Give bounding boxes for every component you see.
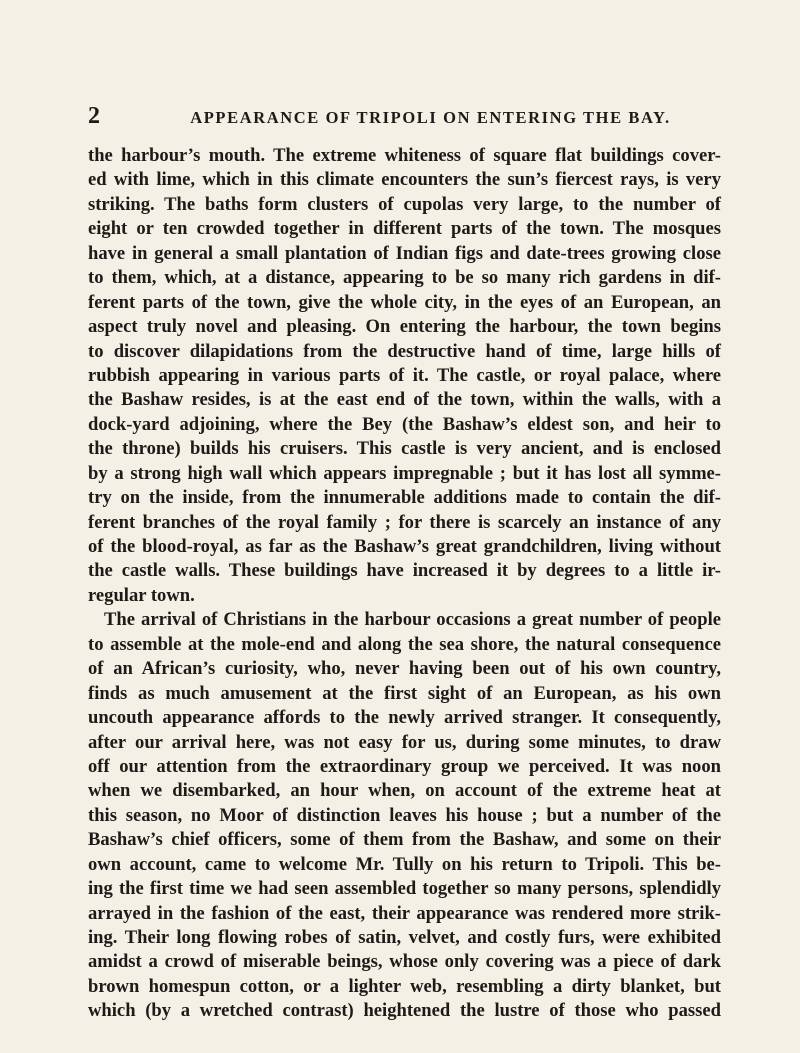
text-line: aspect truly novel and pleasing. On entering the harbour, the town begins xyxy=(88,316,721,338)
text-line: by a strong high wall which appears impregnable ; but it has lost all symme- xyxy=(88,462,721,484)
text-line: arrayed in the fashion of the east, their appearance was rendered more strik- xyxy=(88,902,721,924)
text-line: after our arrival here, was not easy for us, during some minutes, to draw xyxy=(88,731,721,753)
text-line: regular town. xyxy=(88,584,195,606)
text-line: dock-yard adjoining, where the Bey (the Bashaw’s eldest son, and heir to xyxy=(88,413,721,435)
text-line: uncouth appearance affords to the newly arrived stranger. It consequently, xyxy=(88,707,721,729)
body-text xyxy=(88,144,721,1024)
page-number: 2 xyxy=(88,103,101,129)
text-line: of an African’s curiosity, who, never having been out of his own country, xyxy=(88,658,721,680)
text-line: Bashaw’s chief officers, some of them from the Bashaw, and some on their xyxy=(88,829,721,851)
text-line: have in general a small plantation of Indian figs and date-trees growing close xyxy=(88,242,721,264)
text-line: ferent parts of the town, give the whole city, in the eyes of an European, an xyxy=(88,291,721,313)
text-line: The arrival of Christians in the harbour occasions a great number of people xyxy=(104,609,721,631)
text-line: striking. The baths form clusters of cupolas very large, to the number of xyxy=(88,193,721,215)
text-line: the throne) builds his cruisers. This castle is very ancient, and is enclosed xyxy=(88,438,721,460)
text-line: ferent branches of the royal family ; for there is scarcely an instance of any xyxy=(88,511,721,533)
text-line: rubbish appearing in various parts of it. The castle, or royal palace, where xyxy=(88,364,721,386)
text-line: brown homespun cotton, or a lighter web, resembling a dirty blanket, but xyxy=(88,975,721,997)
text-line: when we disembarked, an hour when, on account of the extreme heat at xyxy=(88,780,721,802)
text-line: to discover dilapidations from the destructive hand of time, large hills of xyxy=(88,340,721,362)
text-line: of the blood-royal, as far as the Bashaw’s great grandchildren, living without xyxy=(88,536,721,557)
text-line: try on the inside, from the innumerable additions made to contain the dif- xyxy=(88,487,721,509)
text-line: which (by a wretched contrast) heightened the lustre of those who passed xyxy=(88,1000,721,1022)
text-line: ed with lime, which in this climate encounters the sun’s fiercest rays, is very xyxy=(88,169,721,191)
text-line: finds as much amusement at the first sight of an European, as his own xyxy=(88,682,721,704)
text-line: to them, which, at a distance, appearing to be so many rich gardens in dif- xyxy=(88,267,721,289)
text-line: off our attention from the extraordinary group we perceived. It was noon xyxy=(88,755,721,777)
text-line: the harbour’s mouth. The extreme whiteness of square flat buildings cover- xyxy=(88,145,721,166)
text-line: to assemble at the mole-end and along the sea shore, the natural consequence xyxy=(88,633,721,655)
text-line: ing. Their long flowing robes of satin, velvet, and costly furs, were exhibited xyxy=(88,927,721,948)
text-line: the Bashaw resides, is at the east end of the town, within the walls, with a xyxy=(88,389,721,411)
text-line: eight or ten crowded together in different parts of the town. The mosques xyxy=(88,218,721,240)
text-line: amidst a crowd of miserable beings, whose only covering was a piece of dark xyxy=(88,951,721,973)
text-line: own account, came to welcome Mr. Tully on his return to Tripoli. This be- xyxy=(88,853,721,875)
text-line: ing the first time we had seen assembled together so many persons, splendidly xyxy=(88,878,721,900)
text-line: this season, no Moor of distinction leaves his house ; but a number of the xyxy=(88,804,721,826)
running-head-title: APPEARANCE OF TRIPOLI ON ENTERING THE BAY. xyxy=(190,108,671,127)
text-line: the castle walls. These buildings have increased it by degrees to a little ir- xyxy=(88,560,721,582)
running-head xyxy=(88,103,721,133)
